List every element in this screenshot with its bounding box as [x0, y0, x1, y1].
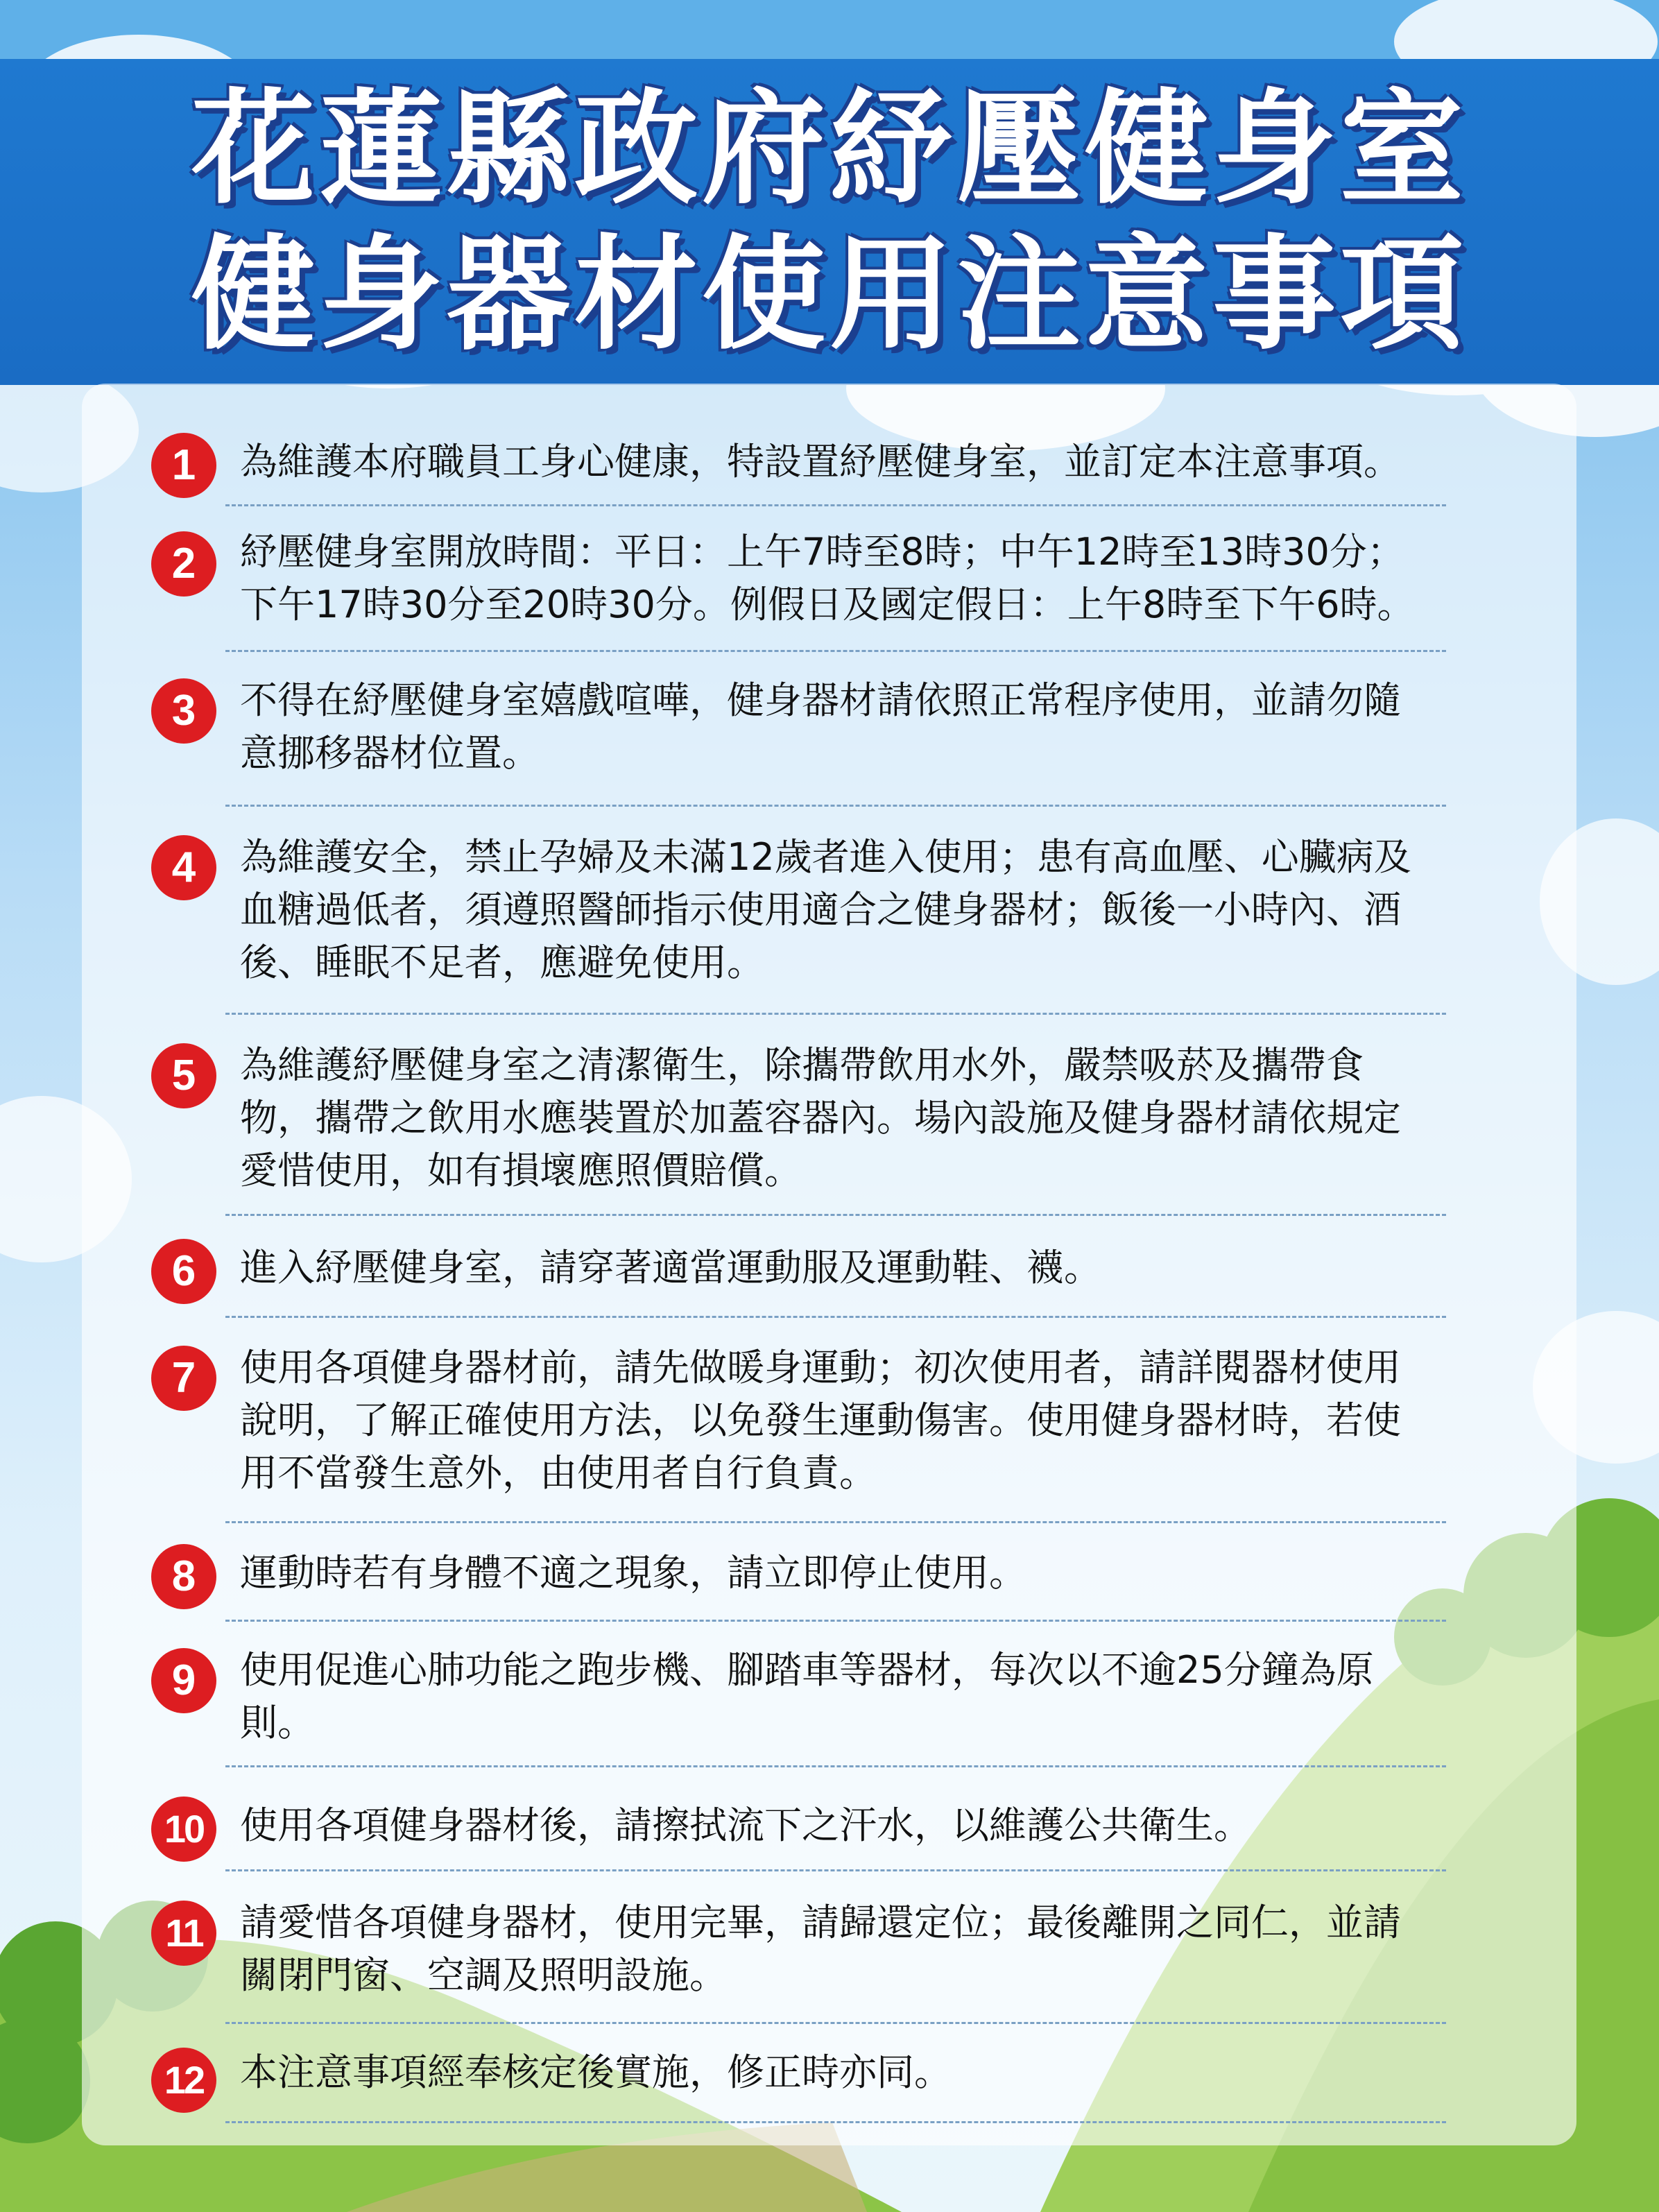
item-text: 運動時若有身體不適之現象，請立即停止使用。 — [240, 1551, 1026, 1595]
item-number-badge: 6 — [151, 1239, 216, 1304]
title-line-1: 花蓮縣政府紓壓健身室 — [191, 77, 1468, 221]
item-number-badge: 4 — [151, 835, 216, 900]
divider — [225, 1316, 1446, 1318]
item-text: 為維護紓壓健身室之清潔衛生，除攜帶飲用水外，嚴禁吸菸及攜帶食 物，攜帶之飲用水應裝置於加蓋容器內。場內設施及健身器材請依規定 愛惜使用，如有損壞應照價賠償。 — [240, 1043, 1401, 1192]
item-number-badge: 9 — [151, 1648, 216, 1713]
item-number-badge: 2 — [151, 531, 216, 597]
item-text: 不得在紓壓健身室嬉戲喧嘩，健身器材請依照正常程序使用，並請勿隨 意挪移器材位置。 — [240, 678, 1401, 775]
divider — [225, 1869, 1446, 1871]
item-text: 使用促進心肺功能之跑步機、腳踏車等器材，每次以不逾25分鐘為原 則。 — [240, 1648, 1374, 1744]
item-number-badge: 8 — [151, 1544, 216, 1609]
divider — [225, 650, 1446, 652]
item-number-badge: 10 — [151, 1797, 216, 1862]
item-text: 本注意事項經奉核定後實施，修正時亦同。 — [240, 2050, 952, 2094]
item-text: 紓壓健身室開放時間：平日：上午7時至8時；中午12時至13時30分； 下午17時30分至20時30分。例假日及國定假日：上午8時至下午6時。 — [240, 530, 1415, 626]
title-line-2: 健身器材使用注意事項 — [191, 223, 1468, 366]
item-text: 進入紓壓健身室，請穿著適當運動服及運動鞋、襪。 — [240, 1246, 1101, 1289]
item-text: 使用各項健身器材前，請先做暖身運動；初次使用者，請詳閱器材使用 說明，了解正確使用方法，以免發生運動傷害。使用健身器材時，若使 用不當發生意外，由使用者自行負責。 — [240, 1346, 1401, 1495]
page-title — [0, 76, 1659, 368]
item-number-badge: 3 — [151, 678, 216, 744]
divider — [225, 504, 1446, 506]
item-number-badge: 5 — [151, 1043, 216, 1108]
divider — [225, 1620, 1446, 1622]
item-text: 為維護安全，禁止孕婦及未滿12歲者進入使用；患有高血壓、心臟病及 血糖過低者，須遵照醫師指示使用適合之健身器材；飯後一小時內、酒 後、睡眠不足者，應避免使用。 — [240, 835, 1411, 984]
divider — [225, 1765, 1446, 1767]
item-text: 為維護本府職員工身心健康，特設置紓壓健身室，並訂定本注意事項。 — [240, 440, 1401, 483]
item-text: 使用各項健身器材後，請擦拭流下之汗水，以維護公共衛生。 — [240, 1803, 1251, 1847]
divider — [225, 1521, 1446, 1523]
item-number-badge: 7 — [151, 1346, 216, 1411]
divider — [225, 1214, 1446, 1216]
divider — [225, 805, 1446, 807]
divider — [225, 1013, 1446, 1015]
item-number-badge: 12 — [151, 2048, 216, 2113]
item-number-badge: 11 — [151, 1901, 216, 1966]
divider — [225, 2121, 1446, 2123]
divider — [225, 2022, 1446, 2024]
item-number-badge: 1 — [151, 433, 216, 498]
item-text: 請愛惜各項健身器材，使用完畢，請歸還定位；最後離開之同仁，並請 關閉門窗、空調及照明設施。 — [240, 1901, 1401, 1997]
